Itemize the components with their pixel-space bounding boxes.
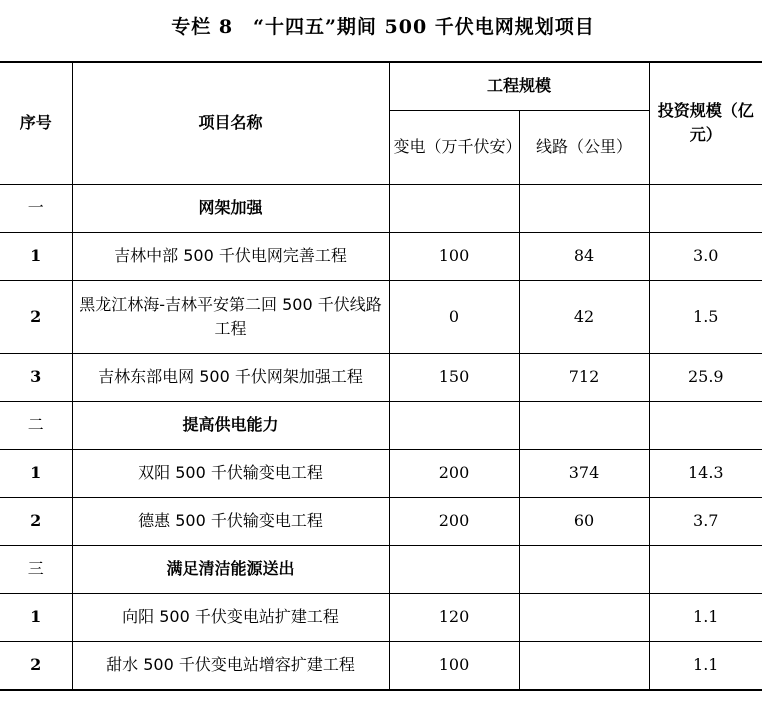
row-name: 吉林东部电网 500 千伏网架加强工程 [72, 353, 389, 401]
header-name: 项目名称 [72, 62, 389, 184]
row-substation: 100 [389, 641, 519, 690]
row-name: 甜水 500 千伏变电站增容扩建工程 [72, 641, 389, 690]
row-substation: 0 [389, 280, 519, 353]
table-row [0, 353, 762, 401]
row-investment: 1.1 [649, 641, 762, 690]
row-name: 吉林中部 500 千伏电网完善工程 [72, 232, 389, 280]
row-line: 712 [519, 353, 649, 401]
table-row [0, 232, 762, 280]
row-investment: 1.1 [649, 593, 762, 641]
row-seq: 3 [0, 353, 72, 401]
row-seq: 2 [0, 280, 72, 353]
row-line [519, 641, 649, 690]
section-name: 提高供电能力 [72, 401, 389, 449]
header-line: 线路（公里） [519, 110, 649, 184]
row-substation: 200 [389, 449, 519, 497]
section-name: 满足清洁能源送出 [72, 545, 389, 593]
row-substation: 200 [389, 497, 519, 545]
row-seq: 2 [0, 497, 72, 545]
row-seq: 1 [0, 232, 72, 280]
row-investment: 3.7 [649, 497, 762, 545]
header-scale: 工程规模 [389, 62, 649, 110]
row-substation: 120 [389, 593, 519, 641]
section-name: 网架加强 [72, 184, 389, 232]
row-investment: 3.0 [649, 232, 762, 280]
row-investment: 25.9 [649, 353, 762, 401]
row-line: 42 [519, 280, 649, 353]
header-investment: 投资规模（亿元） [649, 62, 762, 184]
row-line [519, 593, 649, 641]
row-seq: 1 [0, 593, 72, 641]
section-row [0, 184, 762, 232]
table-row [0, 497, 762, 545]
header-substation: 变电（万千伏安） [389, 110, 519, 184]
table-row [0, 280, 762, 353]
row-name: 向阳 500 千伏变电站扩建工程 [72, 593, 389, 641]
row-name: 双阳 500 千伏输变电工程 [72, 449, 389, 497]
table-title: 专栏 8 “十四五”期间 500 千伏电网规划项目 [171, 16, 595, 38]
table-row [0, 641, 762, 690]
row-substation: 100 [389, 232, 519, 280]
row-line: 84 [519, 232, 649, 280]
row-investment: 1.5 [649, 280, 762, 353]
section-row [0, 545, 762, 593]
row-substation: 150 [389, 353, 519, 401]
table-row [0, 593, 762, 641]
row-investment: 14.3 [649, 449, 762, 497]
section-row [0, 401, 762, 449]
project-table [0, 61, 762, 691]
section-seq: 一 [0, 184, 72, 232]
row-seq: 1 [0, 449, 72, 497]
section-seq: 二 [0, 401, 72, 449]
header-seq: 序号 [0, 62, 72, 184]
row-line: 60 [519, 497, 649, 545]
row-line: 374 [519, 449, 649, 497]
row-seq: 2 [0, 641, 72, 690]
table-row [0, 449, 762, 497]
section-seq: 三 [0, 545, 72, 593]
row-name: 德惠 500 千伏输变电工程 [72, 497, 389, 545]
row-name: 黑龙江林海-吉林平安第二回 500 千伏线路工程 [72, 280, 389, 353]
